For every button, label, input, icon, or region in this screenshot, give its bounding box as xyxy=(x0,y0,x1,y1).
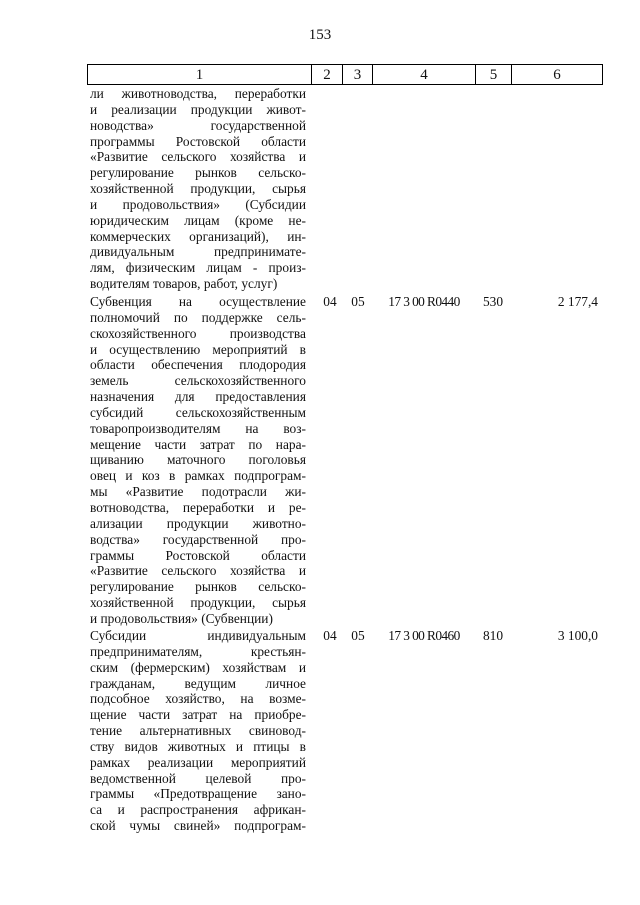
text-line: подсобное хозяйство, на возме- xyxy=(90,691,306,707)
text-line: щение части затрат на приобре- xyxy=(90,707,306,723)
text-line: мы «Развитие подотрасли жи- xyxy=(90,484,306,500)
text-line: и реализации продукции живот- xyxy=(90,101,306,117)
text-line: хозяйственной продукции, сырья xyxy=(90,595,306,611)
column-header-6: 6 xyxy=(511,64,603,85)
row-amount: 3 100,0 xyxy=(557,628,598,643)
text-line: овец и коз в рамках подпрограм- xyxy=(90,468,306,484)
text-line: Субвенция на осуществление xyxy=(90,294,306,309)
text-line: тение альтернативных свиновод- xyxy=(90,723,306,739)
text-line: рамках реализации мероприятий xyxy=(90,754,306,770)
text-line: ской чумы свиней» подпрограм- xyxy=(90,818,306,834)
text-line: коммерческих организаций), ин- xyxy=(90,228,306,244)
text-line: новодства» государственной xyxy=(90,117,306,133)
text-line: и осуществлению мероприятий в xyxy=(90,341,306,357)
text-line: юридическим лицам (кроме не- xyxy=(90,212,306,228)
text-line: земель сельскохозяйственного xyxy=(90,373,306,389)
text-line: граммы «Предотвращение зано- xyxy=(90,786,306,802)
row-description xyxy=(90,628,306,834)
page-number: 153 xyxy=(308,27,332,43)
text-line: гражданам, ведущим личное xyxy=(90,675,306,691)
column-header-4: 4 xyxy=(372,64,475,85)
text-line: щиванию маточного поголовья xyxy=(90,452,306,468)
text-line: регулирование рынков сельско- xyxy=(90,579,306,595)
text-line: скохозяйственного производства xyxy=(90,325,306,341)
text-line: товаропроизводителям на воз- xyxy=(90,420,306,436)
text-line: регулирование рынков сельско- xyxy=(90,165,306,181)
text-line: граммы Ростовской области xyxy=(90,547,306,563)
column-header-3: 3 xyxy=(342,64,372,85)
column-header-5: 5 xyxy=(475,64,511,85)
text-line: ским (фермерским) хозяйствам и xyxy=(90,659,306,675)
column-header-2: 2 xyxy=(311,64,342,85)
row-expense-type: 530 xyxy=(482,294,504,309)
row-section-code: 04 xyxy=(323,628,337,643)
row-subsection-code: 05 xyxy=(351,628,365,643)
text-line: ли животноводства, переработки xyxy=(90,86,306,101)
text-line: ализации продукции животно- xyxy=(90,515,306,531)
text-line: водителям товаров, работ, услуг) xyxy=(90,276,278,292)
row-section-code: 04 xyxy=(323,294,337,309)
text-line: назначения для предоставления xyxy=(90,389,306,405)
text-line: «Развитие сельского хозяйства и xyxy=(90,149,306,165)
text-line: дивидуальным предпринимате- xyxy=(90,244,306,260)
text-line: области обеспечения плодородия xyxy=(90,357,306,373)
row-description xyxy=(90,86,306,292)
text-line: хозяйственной продукции, сырья xyxy=(90,181,306,197)
text-line: вотноводства, переработки и ре- xyxy=(90,499,306,515)
row-amount: 2 177,4 xyxy=(557,294,598,309)
text-line: и продовольствия» (Субсидии xyxy=(90,196,306,212)
text-line: «Развитие сельского хозяйства и xyxy=(90,563,306,579)
row-target-code: 17 3 00 R0460 xyxy=(388,628,460,643)
row-expense-type: 810 xyxy=(482,628,504,643)
text-line: предпринимателям, крестьян- xyxy=(90,643,306,659)
text-line: водства» государственной про- xyxy=(90,531,306,547)
text-line: субсидий сельскохозяйственным xyxy=(90,404,306,420)
column-header-1: 1 xyxy=(87,64,311,85)
text-line: программы Ростовской области xyxy=(90,133,306,149)
text-line: лям, физическим лицам - произ- xyxy=(90,260,306,276)
text-line: полномочий по поддержке сель- xyxy=(90,309,306,325)
text-line: Субсидии индивидуальным xyxy=(90,628,306,643)
text-line: са и распространения африкан- xyxy=(90,802,306,818)
text-line: ству видов животных и птицы в xyxy=(90,738,306,754)
row-target-code: 17 3 00 R0440 xyxy=(388,294,460,309)
text-line: мещение части затрат по нара- xyxy=(90,436,306,452)
row-subsection-code: 05 xyxy=(351,294,365,309)
row-description xyxy=(90,294,306,627)
text-line: ведомственной целевой про- xyxy=(90,770,306,786)
text-line: и продовольствия» (Субвенции) xyxy=(90,610,273,626)
